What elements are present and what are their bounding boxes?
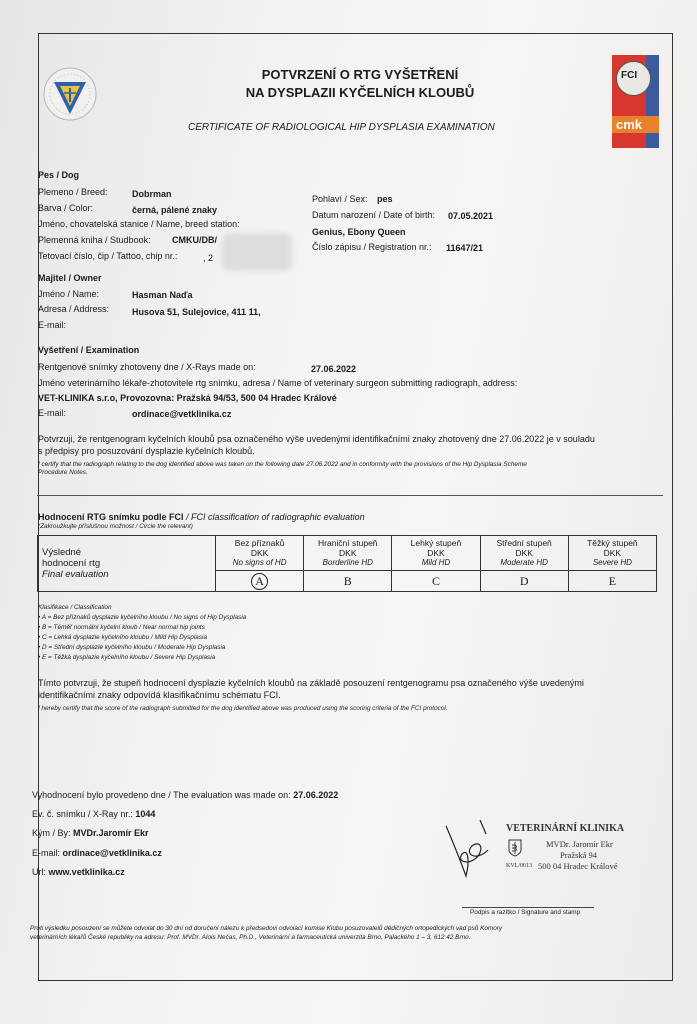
dog-name-label: Jméno, chovatelská stanice / Name, breed station: [38, 219, 240, 229]
xray-number-row [32, 809, 155, 819]
grade-header-e [568, 536, 656, 571]
tattoo-value: , 2 [203, 253, 214, 263]
cmk-logo [612, 110, 659, 148]
footer-url-label: Url: [32, 867, 46, 877]
xray-number-value: 1044 [135, 809, 156, 819]
final-evaluation-line-2: hodnocení rtg [42, 558, 101, 569]
grade-a-cz: Bez příznaků [234, 538, 285, 548]
evaluator-value: MVDr.Jaromír Ekr [73, 828, 149, 838]
dog-name-value: Genius, Ebony Queen [312, 227, 406, 237]
registration-value: 11647/21 [446, 243, 484, 253]
classification-item: • B = Téměř normální kyčelní kloub / Near normal hip joints [38, 624, 205, 631]
final-evaluation-line-3: Final evaluation [42, 569, 109, 580]
grade-c-cz: Lehký stupeň [410, 538, 462, 548]
selected-grade-circle: A [251, 573, 268, 590]
exam-email-label: E-mail: [38, 408, 67, 418]
final-evaluation-line-1: Výsledné [42, 547, 82, 558]
footer-url-row [32, 867, 125, 877]
grade-b-cz: Hraniční stupeň [318, 538, 378, 548]
grade-e-en: Severe HD [592, 558, 632, 567]
xray-label: Rentgenové snímky zhotoveny dne / X-Rays made on: [38, 362, 256, 372]
footer-email-value: ordinace@vetklinika.cz [62, 848, 162, 858]
footer-url-value: www.vetklinika.cz [48, 867, 125, 877]
evaluator-label: Kým / By: [32, 828, 71, 838]
classification-item: • C = Lehká dysplazie kyčelního kloubu / Mild Hip Dysplasia [38, 634, 208, 641]
grade-d-en: Moderate HD [500, 558, 548, 567]
grade-option-c[interactable]: C [392, 571, 480, 592]
certification-cz-2: identifikačními znaky odpovídá klasifikačnímu schématu FCI. [38, 690, 281, 700]
club-logo-icon [42, 66, 98, 124]
certification-cz-1: Tímto potvrzuji, že stupeň hodnocení dysplazie kyčelních kloubů na základě posouzení rentgenogramu psa označeného výše uvedenými [38, 678, 584, 688]
evaluation-heading-cz: Hodnocení RTG snímku podle FCI [38, 512, 184, 522]
grade-option-d[interactable]: D [480, 571, 568, 592]
stamp-city: 500 04 Hradec Králové [538, 861, 618, 871]
evaluation-date-label: Vyhodnocení bylo provedeno dne / The evaluation was made on: [32, 790, 291, 800]
grade-a-en: No signs of HD [232, 558, 287, 567]
evaluator-row [32, 828, 149, 838]
confirm-cz-1: Potvrzuji, že rentgenogram kyčelních kloubů psa označeného výše uvedenými identifikačními znaky zhotovený dne 27.06.2022 je v souladu [38, 434, 595, 444]
evaluation-date-value: 27.06.2022 [293, 790, 339, 800]
grade-option-b[interactable]: B [304, 571, 392, 592]
grade-option-a[interactable] [216, 571, 304, 592]
dob-label: Datum narození / Date of birth: [312, 210, 436, 220]
snake-staff-icon [508, 839, 522, 857]
owner-name-label: Jméno / Name: [38, 289, 100, 299]
section-divider [37, 495, 663, 496]
signature-label: Podpis a razítko / Signature and stamp [470, 909, 581, 916]
exam-heading: Vyšetření / Examination [38, 345, 140, 355]
owner-address-value: Husova 51, Sulejovice, 411 11, [132, 307, 261, 317]
evaluation-date-row [32, 790, 338, 800]
signature-line [462, 907, 594, 908]
grade-d-cz: Střední stupeň [496, 538, 552, 548]
grade-b-dkk: DKK [339, 548, 357, 558]
classification-item: • A = Bez příznaků dysplazie kyčelního kloubu / No signs of Hip Dysplasia [38, 614, 247, 621]
cmk-logo-text: cmk [616, 117, 643, 132]
certification-en: I hereby certify that the score of the radiograph submitted for the dog identified above was produced using the scoring criteria of the FCI protocol. [38, 705, 448, 712]
grade-header-d [480, 536, 568, 571]
owner-name-value: Hasman Naďa [132, 290, 193, 300]
classification-item: • D = Střední dysplazie kyčelního kloubu / Moderate Hip Dysplasia [38, 644, 226, 651]
owner-heading: Majitel / Owner [38, 273, 102, 283]
appeal-note-2: veterinárních lékařů České republiky na adresu: Prof. MVDr. Alois Nečas, Ph.D., Veterinární a farmaceutická univerzita Brno, Palackého 1 – 3, 612 42 Brno. [30, 934, 471, 941]
studbook-label: Plemenná kniha / Studbook: [38, 235, 151, 245]
subtitle: CERTIFICATE OF RADIOLOGICAL HIP DYSPLASIA EXAMINATION [188, 122, 495, 133]
dob-value: 07.05.2021 [448, 211, 494, 221]
grade-header-a [216, 536, 304, 571]
owner-email-label: E-mail: [38, 320, 67, 330]
evaluation-heading-en: / FCI classification of radiographic evaluation [186, 512, 365, 522]
stamp-street: Pražská 94 [560, 850, 598, 860]
evaluation-header-row [38, 536, 657, 571]
grade-option-e[interactable]: E [568, 571, 656, 592]
redacted-area [222, 233, 292, 271]
signature-icon [440, 814, 496, 884]
xray-number-label: Ev. č. snímku / X-Ray nr.: [32, 809, 133, 819]
breed-value: Dobrman [132, 189, 172, 199]
stamp-name: MVDr. Jaromír Ekr [546, 839, 613, 849]
appeal-note-1: Proti výsledku posouzení se můžete odvolat do 30 dní od doručení nálezu k předsedovi odvolací komise Klubu posuzovatelů dědičných ortopedických vad psů Komory [30, 925, 503, 932]
final-evaluation-label [38, 536, 216, 592]
vet-label: Jméno veterinárního lékaře-zhotovitele rtg snímku, adresa / Name of veterinary surgeon submitting radiograph, address: [38, 378, 518, 388]
stamp-title: VETERINÁRNÍ KLINIKA [506, 823, 625, 834]
vet-value: VET-KLINIKA s.r.o, Provozovna: Pražská 94/53, 500 04 Hradec Králové [38, 393, 337, 403]
confirm-en-1: I certify that the radiograph relating to the dog identified above was taken on the following date 27.06.2022 and in conformity with the provisions of the Hip Dysplasia Scheme [38, 461, 527, 468]
sex-value: pes [377, 194, 393, 204]
grade-header-c [392, 536, 480, 571]
classification-item: • E = Těžká dysplazie kyčelního kloubu / Severe Hip Dysplasia [38, 654, 216, 661]
registration-label: Číslo zápisu / Registration nr.: [312, 242, 432, 252]
fci-logo-background [612, 55, 659, 110]
xray-date: 27.06.2022 [311, 364, 357, 374]
evaluation-table [37, 535, 657, 592]
grade-c-dkk: DKK [427, 548, 445, 558]
circle-note: (Zakroužkujte příslušnou možnost / Circle the relevant) [38, 523, 193, 530]
breed-label: Plemeno / Breed: [38, 187, 108, 197]
title-line-2: NA DYSPLAZII KYČELNÍCH KLOUBŮ [245, 85, 475, 100]
tattoo-label: Tetovací číslo, čip / Tattoo, chip nr.: [38, 251, 178, 261]
confirm-cz-2: s předpisy pro posuzování dysplazie kyčelních kloubů. [38, 446, 255, 456]
grade-e-cz: Těžký stupeň [587, 538, 638, 548]
grade-d-dkk: DKK [515, 548, 533, 558]
owner-address-label: Adresa / Address: [38, 304, 110, 314]
grade-e-dkk: DKK [603, 548, 622, 558]
confirm-en-2: Procedure Notes. [38, 469, 88, 476]
classification-heading: Klasifikace / Classification [38, 604, 112, 611]
footer-email-row [32, 848, 162, 858]
title-line-1: POTVRZENÍ O RTG VYŠETŘENÍ [261, 67, 459, 82]
stamp-code: KVL/0013 [506, 863, 532, 869]
fci-logo-text: FCI [621, 70, 638, 81]
color-value: černá, pálené znaky [132, 205, 218, 215]
grade-c-en: Mild HD [421, 558, 451, 567]
grade-b-en: Borderline HD [322, 558, 373, 567]
sex-label: Pohlaví / Sex: [312, 194, 368, 204]
dog-heading: Pes / Dog [38, 170, 80, 180]
grade-a-dkk: DKK [250, 548, 269, 558]
grade-header-b [304, 536, 392, 571]
exam-email-value: ordinace@vetklinika.cz [132, 409, 232, 419]
evaluation-heading [38, 512, 365, 522]
footer-email-label: E-mail: [32, 848, 61, 858]
studbook-value: CMKU/DB/ [172, 235, 217, 245]
color-label: Barva / Color: [38, 203, 94, 213]
